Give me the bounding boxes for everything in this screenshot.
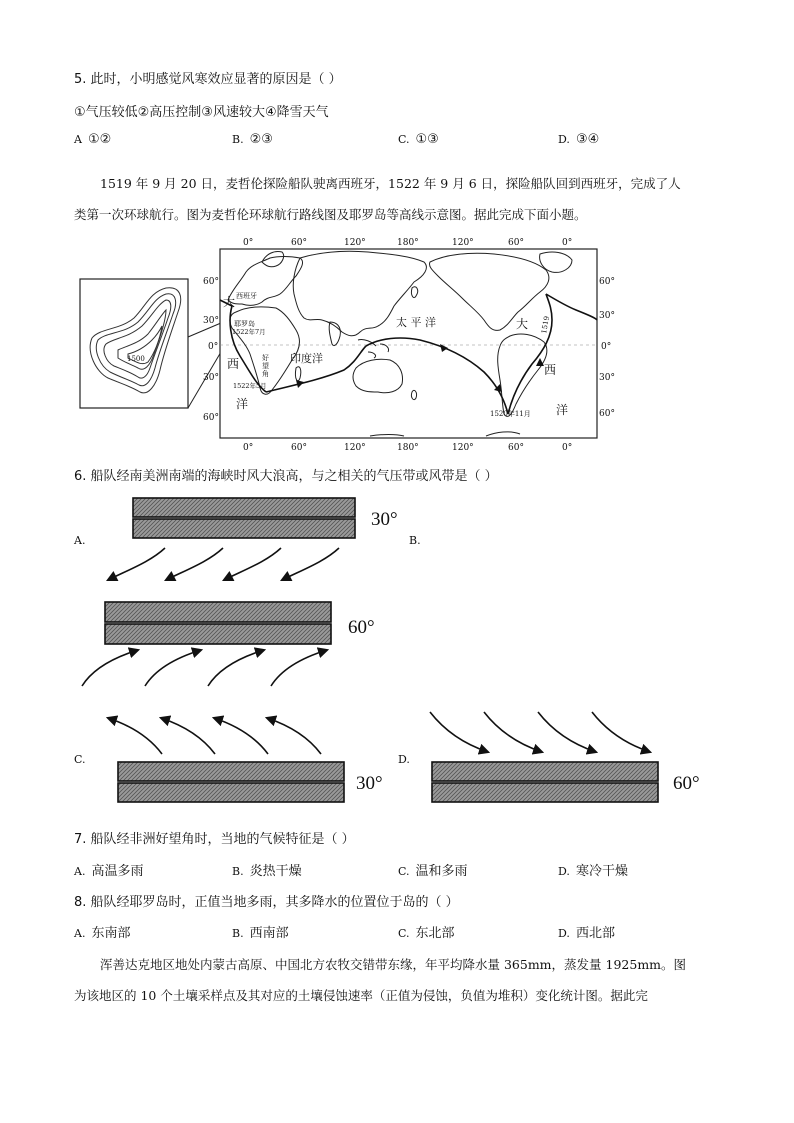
- option-text: 高温多雨: [91, 864, 144, 879]
- label-atlantic-right-bottom: 洋: [556, 403, 569, 417]
- tick-left: 0°: [208, 342, 219, 352]
- q7-option-d[interactable]: [558, 860, 628, 879]
- label-hope-1: 好: [262, 354, 269, 362]
- belt-d-bottom: [432, 783, 658, 802]
- tick-right: 30°: [599, 311, 615, 321]
- belt-c-bottom: [118, 783, 344, 802]
- q8-option-c[interactable]: [398, 922, 455, 941]
- wind-arrow: [592, 712, 650, 752]
- q6-option-b[interactable]: [409, 533, 427, 548]
- label-atlantic-top: 大: [223, 295, 236, 309]
- label-atlantic-right-mid: 西: [544, 363, 557, 377]
- diagram-d: [430, 712, 658, 802]
- option-letter: B.: [232, 133, 244, 146]
- option-text: 炎热干燥: [249, 864, 302, 879]
- diagram-b: [82, 602, 331, 686]
- option-text: 东北部: [415, 926, 455, 941]
- pressure-belt-diagrams: [0, 490, 794, 810]
- wind-arrow: [214, 718, 268, 754]
- label-hierro: 耶罗岛: [234, 320, 255, 328]
- label-1519: 1519: [540, 315, 552, 335]
- passage2-line2: 为该地区的 10 个土壤采样点及其对应的土壤侵蚀速率（正值为侵蚀，负值为堆积）变化统计图。据此完: [74, 988, 648, 1003]
- tick-top: 60°: [508, 238, 524, 248]
- world-map-frame: [220, 249, 597, 438]
- tick-top: 180°: [397, 238, 419, 248]
- option-letter: B.: [409, 534, 421, 547]
- option-letter: A.: [74, 534, 86, 547]
- q8-option-b[interactable]: [232, 922, 289, 941]
- wind-arrow: [538, 712, 596, 752]
- q6-b-degree: 60°: [348, 617, 375, 638]
- wind-arrow: [145, 650, 201, 686]
- tick-right: 60°: [599, 277, 615, 287]
- magellan-route-map: [0, 0, 794, 470]
- belt-a-bottom: [133, 519, 355, 538]
- tick-right: 60°: [599, 409, 615, 419]
- option-letter: A: [74, 133, 82, 146]
- q6-a-degree: 30°: [371, 509, 398, 530]
- q5-statements: ①气压较低②高压控制③风速较大④降雪天气: [74, 105, 329, 120]
- tick-bottom: 120°: [344, 443, 366, 453]
- label-1522-july: 1522年7月: [232, 328, 266, 336]
- tick-top: 120°: [344, 238, 366, 248]
- passage1-line1: 1519 年 9 月 20 日，麦哲伦探险船队驶离西班牙，1522 年 9 月 6 日，探险船队回到西班牙，完成了人: [100, 176, 681, 191]
- option-text: ③④: [575, 132, 600, 147]
- label-indian-ocean: 印度洋: [290, 352, 323, 365]
- belt-b-bottom: [105, 624, 331, 644]
- wind-arrow: [267, 718, 321, 754]
- option-letter: C.: [398, 865, 410, 878]
- q6-c-degree: 30°: [356, 773, 383, 794]
- q8-option-a[interactable]: [74, 922, 130, 941]
- tick-left: 60°: [203, 413, 219, 423]
- wind-arrow: [82, 650, 138, 686]
- q7-option-a[interactable]: [74, 860, 143, 879]
- q7-question: 7. 船队经非洲好望角时，当地的气候特征是（ ）: [74, 832, 355, 847]
- option-text: 西南部: [249, 926, 289, 941]
- tick-top: 0°: [243, 238, 254, 248]
- option-text: ①③: [415, 132, 439, 147]
- option-letter: B.: [232, 865, 244, 878]
- option-letter: C.: [398, 927, 410, 940]
- option-text: 西北部: [575, 926, 615, 941]
- q7-option-c[interactable]: [398, 860, 468, 879]
- label-atlantic-bottom: 洋: [236, 397, 249, 411]
- option-text: 寒冷干燥: [575, 864, 628, 879]
- label-pacific: 太 平 洋: [396, 316, 436, 329]
- passage2-line1: 浑善达克地区地处内蒙古高原、中国北方农牧交错带东缘，年平均降水量 365mm，蒸发量 1925mm。图: [100, 957, 687, 972]
- q6-question: 6. 船队经南美洲南端的海峡时风大浪高，与之相关的气压带或风带是（ ）: [74, 469, 498, 484]
- tick-bottom: 60°: [291, 443, 307, 453]
- option-letter: B.: [232, 927, 244, 940]
- option-letter: D.: [558, 927, 570, 940]
- tick-left: 30°: [203, 316, 219, 326]
- tick-right: 0°: [601, 342, 612, 352]
- tick-top: 60°: [291, 238, 307, 248]
- bottom-ticks: [243, 443, 572, 453]
- wind-arrow: [108, 718, 162, 754]
- label-hope-2: 望: [262, 362, 269, 370]
- tick-left: 60°: [203, 277, 219, 287]
- q8-question: 8. 船队经耶罗岛时，正值当地多雨，其多降水的位置位于岛的（ ）: [74, 895, 459, 910]
- label-hope-3: 角: [262, 370, 269, 378]
- option-letter: D.: [558, 133, 570, 146]
- tick-bottom: 120°: [452, 443, 474, 453]
- top-ticks: [243, 238, 572, 248]
- belt-a-top: [133, 498, 355, 517]
- label-1522-may: 1522年5月: [233, 382, 267, 390]
- tick-top: 0°: [562, 238, 573, 248]
- q6-option-d[interactable]: [398, 752, 416, 767]
- tick-bottom: 0°: [562, 443, 573, 453]
- tick-bottom: 60°: [508, 443, 524, 453]
- option-letter: D.: [558, 865, 570, 878]
- label-atlantic-mid: 西: [227, 357, 240, 371]
- tick-right: 30°: [599, 373, 615, 383]
- right-ticks: [599, 277, 615, 419]
- q6-option-c[interactable]: [74, 752, 92, 767]
- q6-d-degree: 60°: [673, 773, 700, 794]
- tick-bottom: 180°: [397, 443, 419, 453]
- label-spain: 西班牙: [236, 292, 257, 300]
- wind-arrow: [108, 548, 165, 580]
- label-1520-nov: 1520年11月: [490, 410, 531, 418]
- q7-option-b[interactable]: [232, 860, 302, 879]
- label-atlantic-right-top: 大: [516, 317, 529, 331]
- wind-arrow: [161, 718, 215, 754]
- wind-arrow: [208, 650, 264, 686]
- option-text: ①②: [87, 132, 112, 147]
- belt-d-top: [432, 762, 658, 781]
- diagram-c: [108, 718, 344, 802]
- inset-contour-label: 1500: [127, 355, 145, 363]
- wind-arrow: [430, 712, 488, 752]
- wind-arrow: [271, 650, 327, 686]
- wind-arrow: [484, 712, 542, 752]
- option-letter: C.: [74, 753, 86, 766]
- option-letter: A.: [74, 865, 86, 878]
- passage1-line2: 类第一次环球航行。图为麦哲伦环球航行路线图及耶罗岛等高线示意图。据此完成下面小题。: [74, 207, 587, 222]
- option-letter: D.: [398, 753, 410, 766]
- left-ticks: [203, 277, 219, 423]
- belt-c-top: [118, 762, 344, 781]
- diagram-a: [108, 498, 355, 580]
- q6-option-a[interactable]: [74, 533, 91, 548]
- q5-question: 5. 此时，小明感觉风寒效应显著的原因是（ ）: [74, 72, 342, 87]
- wind-arrow: [166, 548, 223, 580]
- option-text: ②③: [249, 132, 273, 147]
- belt-b-top: [105, 602, 331, 622]
- tick-top: 120°: [452, 238, 474, 248]
- wind-arrow: [282, 548, 339, 580]
- tick-left: 30°: [203, 373, 219, 383]
- option-text: 温和多雨: [415, 864, 468, 879]
- option-letter: C.: [398, 133, 410, 146]
- option-text: 东南部: [91, 926, 131, 941]
- option-letter: A.: [74, 927, 86, 940]
- wind-arrow: [224, 548, 281, 580]
- q8-option-d[interactable]: [558, 922, 615, 941]
- tick-bottom: 0°: [243, 443, 254, 453]
